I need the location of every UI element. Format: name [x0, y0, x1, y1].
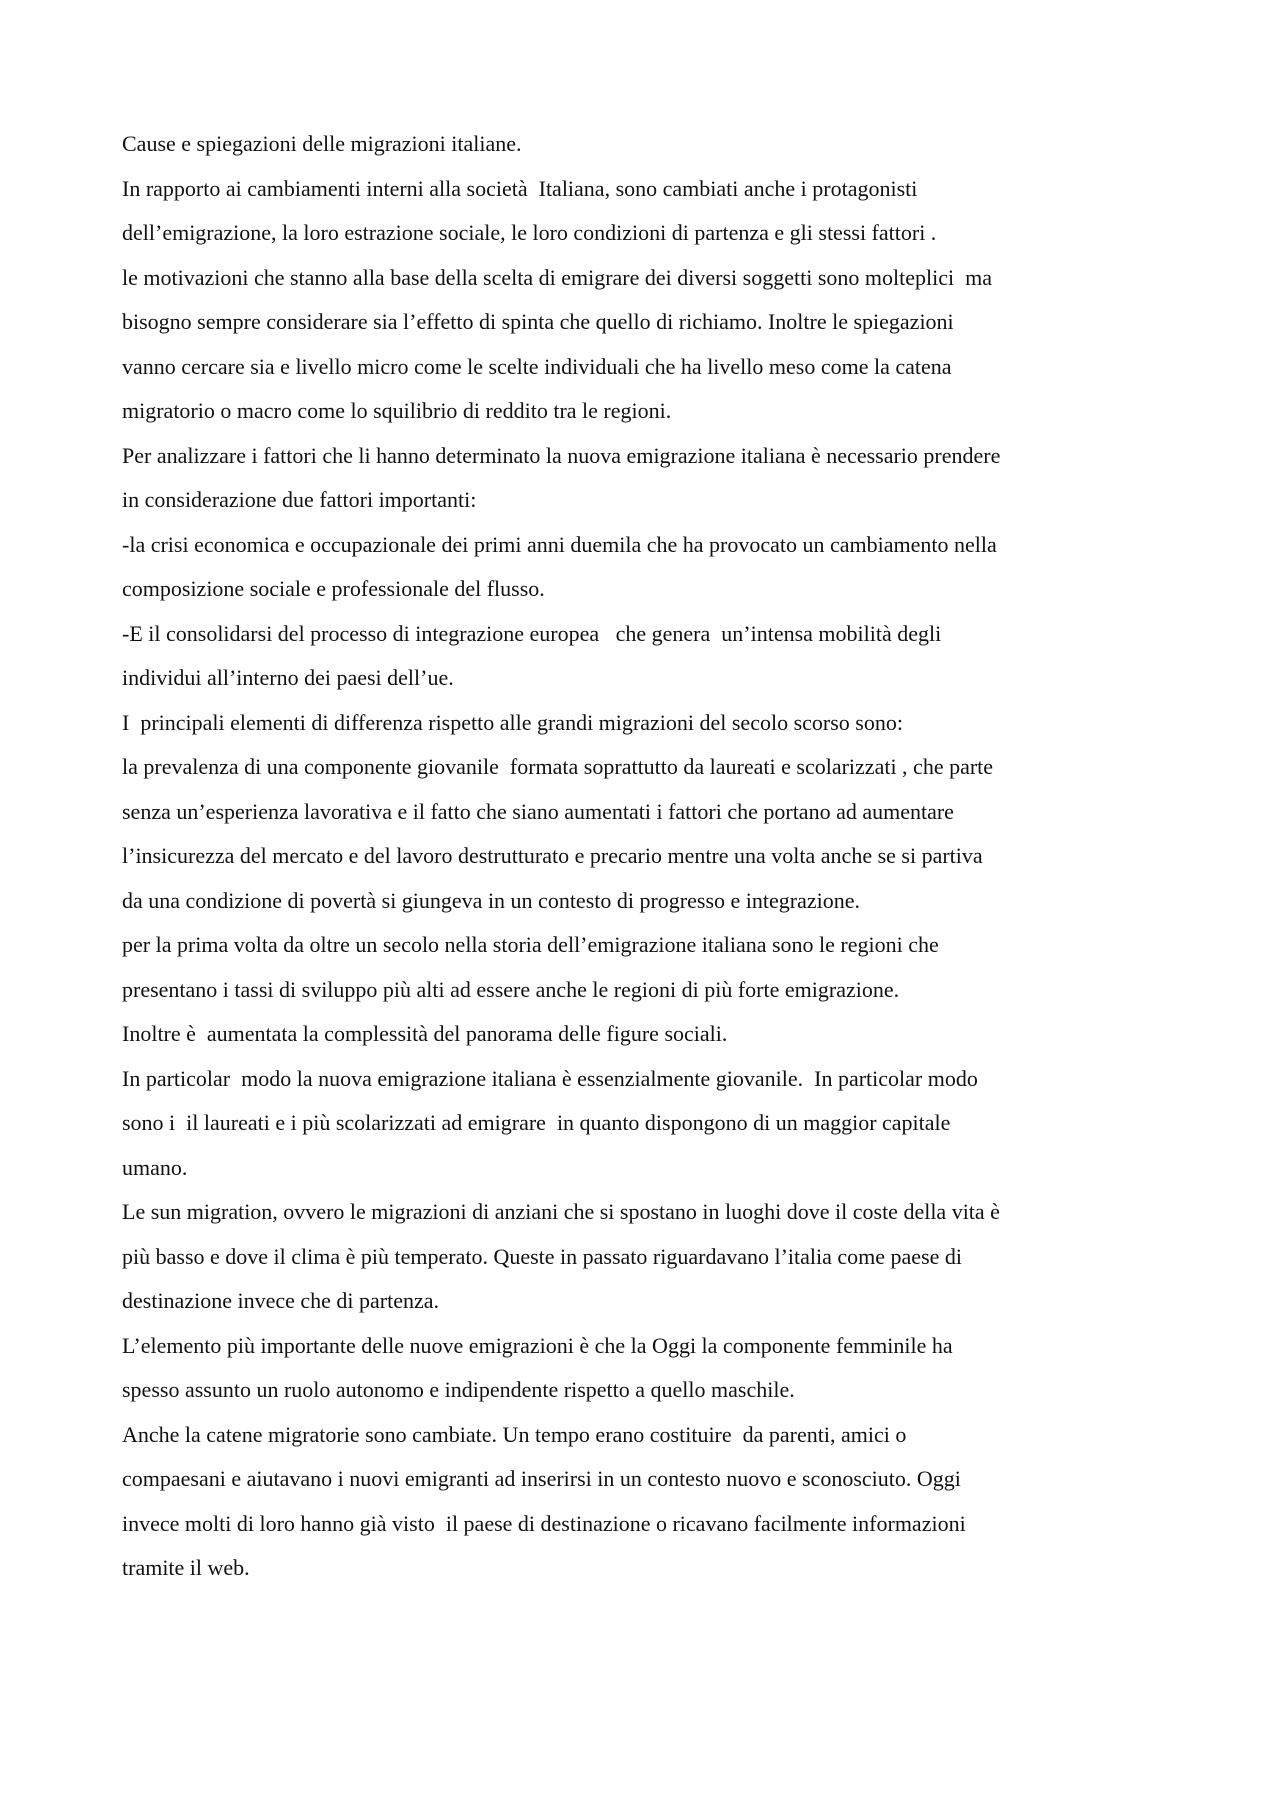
- text-line: più basso e dove il clima è più temperato. Queste in passato riguardavano l’italia come paese di: [122, 1243, 963, 1269]
- text-line: Per analizzare i fattori che li hanno determinato la nuova emigrazione italiana è necessario prendere: [122, 442, 1001, 468]
- text-line: L’elemento più importante delle nuove emigrazioni è che la Oggi la componente femminile ha: [122, 1332, 953, 1358]
- document-body: [122, 122, 1182, 1591]
- text-line: In rapporto ai cambiamenti interni alla società Italiana, sono cambiati anche i protagonisti: [122, 175, 918, 201]
- text-line: I principali elementi di differenza rispetto alle grandi migrazioni del secolo scorso sono:: [122, 709, 903, 735]
- text-line: composizione sociale e professionale del flusso.: [122, 576, 545, 601]
- text-line: -la crisi economica e occupazionale dei primi anni duemila che ha provocato un cambiamento nella: [122, 531, 997, 557]
- text-line: tramite il web.: [122, 1555, 250, 1580]
- text-line: umano.: [122, 1154, 188, 1180]
- text-line: spesso assunto un ruolo autonomo e indipendente rispetto a quello maschile.: [122, 1377, 795, 1402]
- text-line: l’insicurezza del mercato e del lavoro destrutturato e precario mentre una volta anche se si partiva: [122, 843, 983, 868]
- text-line: -E il consolidarsi del processo di integrazione europea che genera un’intensa mobilità degli: [122, 620, 942, 646]
- text-line: la prevalenza di una componente giovanile formata soprattutto da laureati e scolarizzati , che parte: [122, 754, 994, 779]
- text-line: per la prima volta da oltre un secolo nella storia dell’emigrazione italiana sono le regioni che: [122, 932, 939, 957]
- text-line: in considerazione due fattori importanti:: [122, 487, 477, 512]
- text-line: bisogno sempre considerare sia l’effetto di spinta che quello di richiamo. Inoltre le spiegazioni: [122, 309, 954, 334]
- text-line: destinazione invece che di partenza.: [122, 1288, 440, 1313]
- text-line: Le sun migration, ovvero le migrazioni di anziani che si spostano in luoghi dove il coste della vita è: [122, 1199, 1000, 1224]
- text-line: migratorio o macro come lo squilibrio di reddito tra le regioni.: [122, 398, 672, 423]
- text-line: In particolar modo la nuova emigrazione italiana è essenzialmente giovanile. In particolar modo: [122, 1065, 978, 1091]
- document-title: Cause e spiegazioni delle migrazioni italiane.: [122, 131, 522, 156]
- text-line: da una condizione di povertà si giungeva in un contesto di progresso e integrazione.: [122, 887, 861, 913]
- text-line: compaesani e aiutavano i nuovi emigranti ad inserirsi in un contesto nuovo e sconosciuto. Oggi: [122, 1466, 961, 1491]
- text-line: dell’emigrazione, la loro estrazione sociale, le loro condizioni di partenza e gli stessi fattori .: [122, 220, 937, 245]
- text-line: invece molti di loro hanno già visto il paese di destinazione o ricavano facilmente informazioni: [122, 1510, 966, 1536]
- text-line: vanno cercare sia e livello micro come le scelte individuali che ha livello meso come la catena: [122, 353, 952, 379]
- text-line: le motivazioni che stanno alla base della scelta di emigrare dei diversi soggetti sono molteplici ma: [122, 264, 992, 290]
- text-line: Inoltre è aumentata la complessità del panorama delle figure sociali.: [122, 1021, 728, 1046]
- text-line: Anche la catene migratorie sono cambiate. Un tempo erano costituire da parenti, amici o: [122, 1421, 907, 1447]
- text-line: individui all’interno dei paesi dell’ue.: [122, 665, 454, 690]
- text-line: sono i il laureati e i più scolarizzati ad emigrare in quanto dispongono di un maggior capitale: [122, 1110, 951, 1135]
- text-line: presentano i tassi di sviluppo più alti ad essere anche le regioni di più forte emigrazione.: [122, 976, 900, 1002]
- text-line: senza un’esperienza lavorativa e il fatto che siano aumentati i fattori che portano ad aumentare: [122, 798, 954, 824]
